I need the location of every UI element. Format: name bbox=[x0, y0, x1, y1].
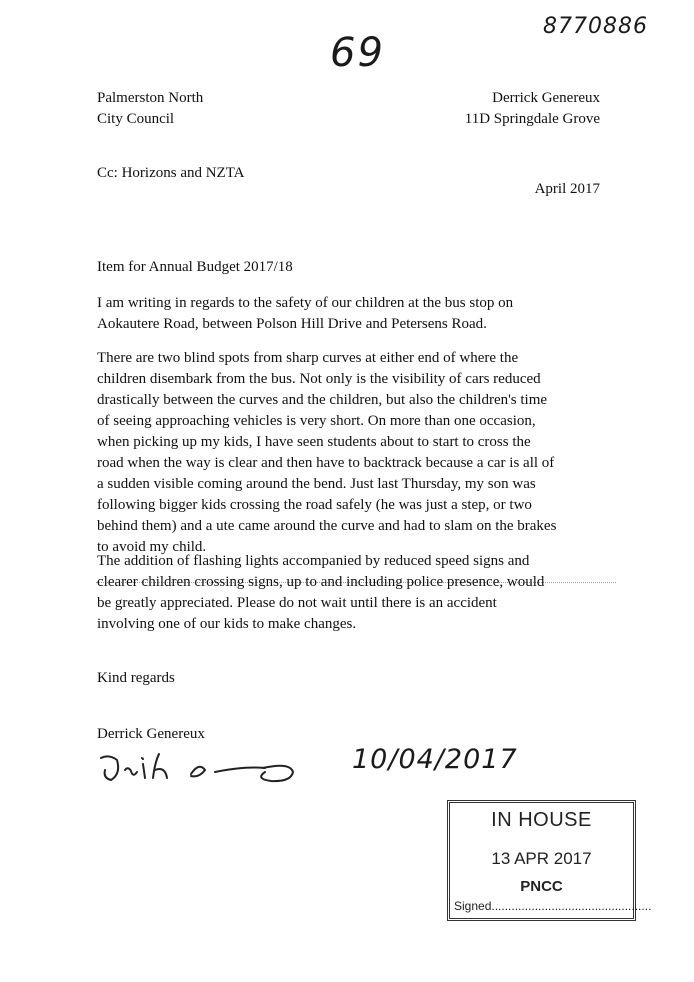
body-line: be greatly appreciated. Please do not wait until there is an accident bbox=[97, 595, 497, 611]
cc-line: Cc: Horizons and NZTA bbox=[97, 165, 245, 181]
body-line: children disembark from the bus. Not only is the visibility of cars reduced bbox=[97, 371, 541, 387]
body-paragraph-1 bbox=[97, 293, 607, 335]
stamp-title: IN HOUSE bbox=[491, 809, 592, 831]
body-line: following bigger kids crossing the road safely (he was just a step, or two bbox=[97, 497, 532, 513]
body-line: a sudden visible coming around the bend. Just last Thursday, my son was bbox=[97, 476, 536, 492]
signature bbox=[95, 748, 305, 788]
handwritten-date: 10/04/2017 bbox=[352, 744, 518, 775]
sender-address: 11D Springdale Grove bbox=[464, 111, 600, 127]
body-line: clearer children crossing signs, up to and including police presence, would bbox=[97, 574, 545, 590]
body-line: behind them) and a ute came around the curve and had to slam on the brakes bbox=[97, 518, 557, 534]
body-line: of seeing approaching vehicles is very short. On more than one occasion, bbox=[97, 413, 536, 429]
body-line: to avoid my child. bbox=[97, 539, 207, 555]
body-line: involving one of our kids to make changes. bbox=[97, 616, 357, 632]
body-line: Aokautere Road, between Polson Hill Drive and Petersens Road. bbox=[97, 316, 487, 332]
body-line: There are two blind spots from sharp curves at either end of where the bbox=[97, 350, 519, 366]
sender-block bbox=[465, 88, 600, 130]
sender-name: Derrick Genereux bbox=[492, 90, 600, 106]
handwritten-page-number: 69 bbox=[330, 30, 385, 76]
stamp-org: PNCC bbox=[520, 878, 563, 895]
recipient-line-2: City Council bbox=[97, 111, 175, 127]
body-line: The addition of flashing lights accompanied by reduced speed signs and bbox=[97, 553, 530, 569]
stamp-signed-line: Signed................................................ bbox=[454, 899, 652, 913]
recipient-line-1: Palmerston North bbox=[97, 90, 204, 106]
body-line: drastically between the curves and the children, but also the children's time bbox=[97, 392, 548, 408]
received-stamp bbox=[447, 800, 652, 921]
signatory-name: Derrick Genereux bbox=[97, 726, 205, 742]
body-paragraph-2 bbox=[97, 348, 607, 558]
recipient-block bbox=[97, 88, 203, 130]
handwritten-reference-number: 8770886 bbox=[543, 14, 648, 39]
body-line: road when the way is clear and then have to backtrack because a car is all of bbox=[97, 455, 555, 471]
body-paragraph-3 bbox=[97, 551, 607, 635]
closing: Kind regards bbox=[97, 670, 175, 686]
body-line: when picking up my kids, I have seen students about to start to cross the bbox=[97, 434, 531, 450]
body-line: I am writing in regards to the safety of our children at the bus stop on bbox=[97, 295, 514, 311]
letter-date: April 2017 bbox=[534, 181, 600, 197]
subject-line: Item for Annual Budget 2017/18 bbox=[97, 259, 293, 275]
stamp-date: 13 APR 2017 bbox=[491, 849, 592, 868]
